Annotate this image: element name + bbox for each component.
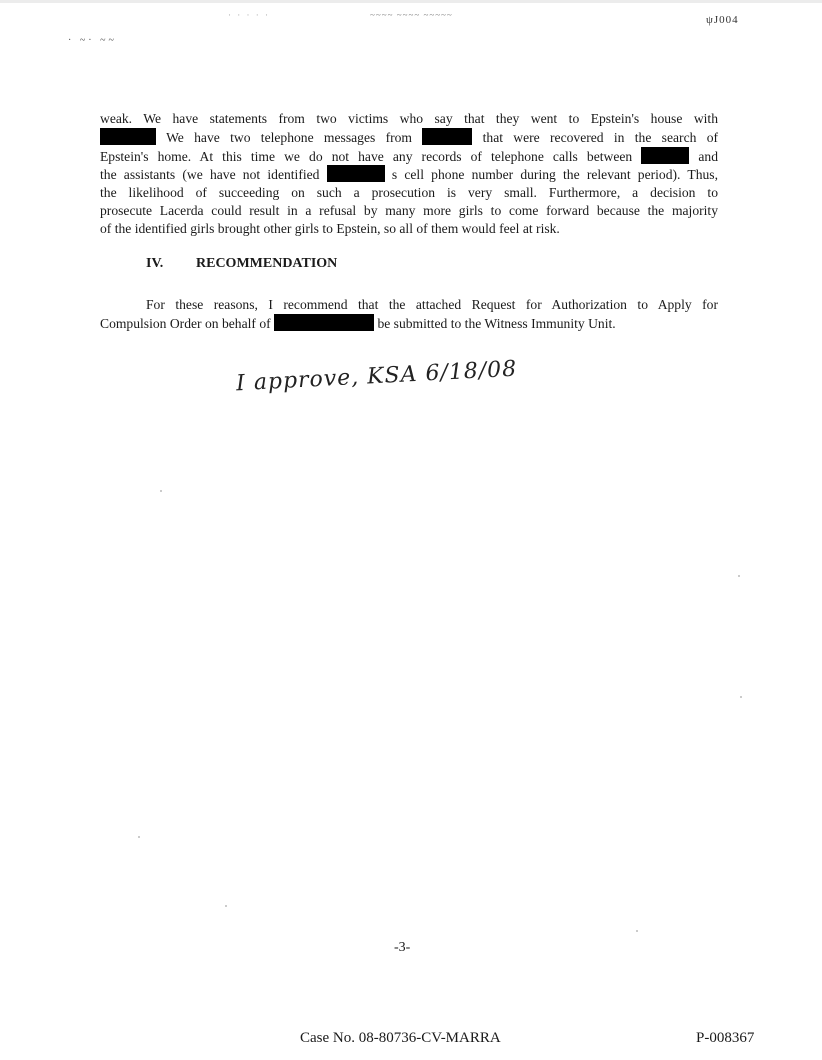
- fax-header-strip: [0, 0, 822, 3]
- redaction-block: [274, 314, 374, 331]
- text-run: weak. We have statements from two victims who say that they went to Epstein's house with: [100, 111, 718, 126]
- text-run: be submitted to the Witness Immunity Unit.: [374, 316, 616, 332]
- scan-speck: [225, 905, 227, 907]
- fax-header-dots: · · · · ·: [228, 10, 270, 20]
- text-run: and: [698, 148, 718, 164]
- scan-speck: [138, 836, 140, 838]
- paragraph-line: [100, 128, 718, 146]
- section-number: IV.: [146, 256, 164, 271]
- paragraph-line: [100, 296, 718, 314]
- redaction-block: [422, 128, 472, 145]
- handwritten-approval-text: I approve, KSA 6/18/08: [235, 356, 518, 397]
- page-number: -3-: [394, 940, 411, 955]
- paragraph-line: [100, 202, 718, 220]
- scan-speck: [740, 696, 742, 698]
- text-run: s cell phone number during the relevant period). Thus,: [391, 167, 718, 183]
- paragraph-line: [100, 220, 718, 238]
- text-run: prosecute Lacerda could result in a refusal by many more girls to come forward because the majority: [100, 202, 718, 218]
- text-run: the likelihood of succeeding on such a prosecution is very small. Furthermore, a decision to: [100, 184, 718, 200]
- scan-speck: [738, 575, 740, 577]
- text-run: the assistants (we have not identified: [100, 167, 327, 183]
- fax-page-marker: ψJ004: [706, 14, 739, 26]
- paragraph-recommendation: [100, 296, 718, 333]
- redaction-block: [100, 128, 156, 145]
- section-title: RECOMMENDATION: [196, 256, 338, 271]
- paragraph-line: [100, 110, 718, 128]
- text-run: of the identified girls brought other girls to Epstein, so all of them would feel at risk.: [100, 221, 560, 237]
- redaction-block: [327, 165, 385, 182]
- paragraph-line: [100, 147, 718, 165]
- footer-case-number: Case No. 08-80736-CV-MARRA: [300, 1030, 501, 1046]
- text-run: Epstein's home. At this time we do not have any records of telephone calls between: [100, 148, 642, 164]
- fax-header-center: ~~~~ ~~~~ ~~~~~: [370, 10, 453, 20]
- scan-speck: [636, 930, 638, 932]
- paragraph-line: [100, 314, 718, 332]
- paragraph-line: [100, 184, 718, 202]
- paragraph-line: [100, 165, 718, 183]
- text-run: We have two telephone messages from: [166, 130, 423, 146]
- text-run: that were recovered in the search of: [482, 130, 719, 146]
- redaction-block: [641, 147, 689, 164]
- scan-speck: [160, 490, 162, 492]
- fax-header: [0, 0, 822, 30]
- paragraph-evidence: [100, 110, 718, 239]
- footer-bates-number: P-008367: [696, 1030, 755, 1046]
- section-heading: [146, 256, 337, 272]
- scan-specks: · ~· ~~: [68, 35, 117, 46]
- handwritten-approval: [232, 356, 582, 408]
- text-run: For these reasons, I recommend that the attached Request for Authorization to Apply for: [146, 297, 718, 312]
- text-run: Compulsion Order on behalf of: [100, 316, 275, 332]
